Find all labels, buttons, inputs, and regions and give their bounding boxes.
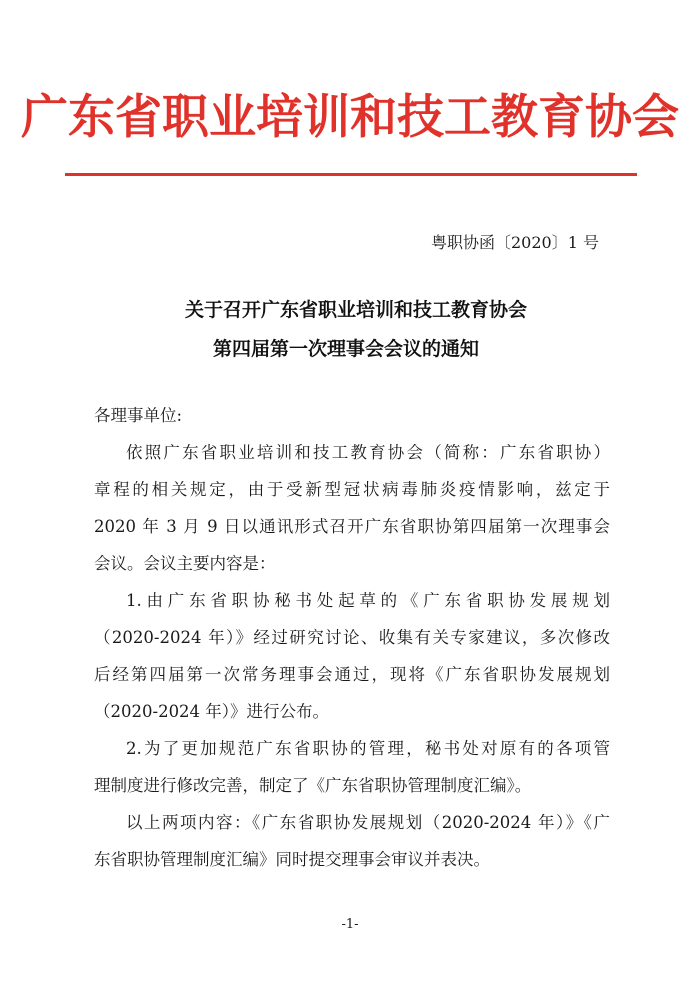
notice-title-line-1: 关于召开广东省职业培训和技工教育协会 <box>184 299 527 321</box>
paragraph-2-line-3: 后经第四届第一次常务理事会通过，现将《广东省职协发展规划 <box>94 665 610 684</box>
paragraph-1-line-2: 章程的相关规定，由于受新型冠状病毒肺炎疫情影响，兹定于 <box>94 480 610 499</box>
paragraph-2-line-4: （2020-2024 年）》进行公布。 <box>94 702 330 721</box>
paragraph-3-line-2: 理制度进行修改完善，制定了《广东省职协管理制度汇编》。 <box>94 776 532 795</box>
page-number: -1- <box>341 917 359 932</box>
letterhead-red-rule <box>65 173 637 176</box>
letterhead-org-name: 广东省职业培训和技工教育协会 <box>21 90 679 145</box>
salutation: 各理事单位: <box>94 406 183 425</box>
paragraph-4-line-1: 以上两项内容：《广东省职协发展规划（2020-2024 年）》《广 <box>126 813 610 832</box>
paragraph-1-line-1: 依照广东省职业培训和技工教育协会（简称：广东省职协） <box>126 443 610 462</box>
document-number: 粤职协函〔2020〕1 号 <box>431 233 599 252</box>
paragraph-1-line-3: 2020 年 3 月 9 日以通讯形式召开广东省职协第四届第一次理事会 <box>94 517 610 536</box>
paragraph-2-line-1: 1.由广东省职协秘书处起草的《广东省职协发展规划 <box>126 591 610 610</box>
paragraph-2-line-2: （2020-2024 年）》经过研究讨论、收集有关专家建议，多次修改 <box>94 628 610 647</box>
paragraph-4-line-2: 东省职协管理制度汇编》同时提交理事会审议并表决。 <box>94 850 490 869</box>
paragraph-3-line-1: 2.为了更加规范广东省职协的管理，秘书处对原有的各项管 <box>126 739 610 758</box>
paragraph-1-line-4: 会议。会议主要内容是： <box>94 554 276 573</box>
notice-title-line-2: 第四届第一次理事会会议的通知 <box>212 338 479 360</box>
